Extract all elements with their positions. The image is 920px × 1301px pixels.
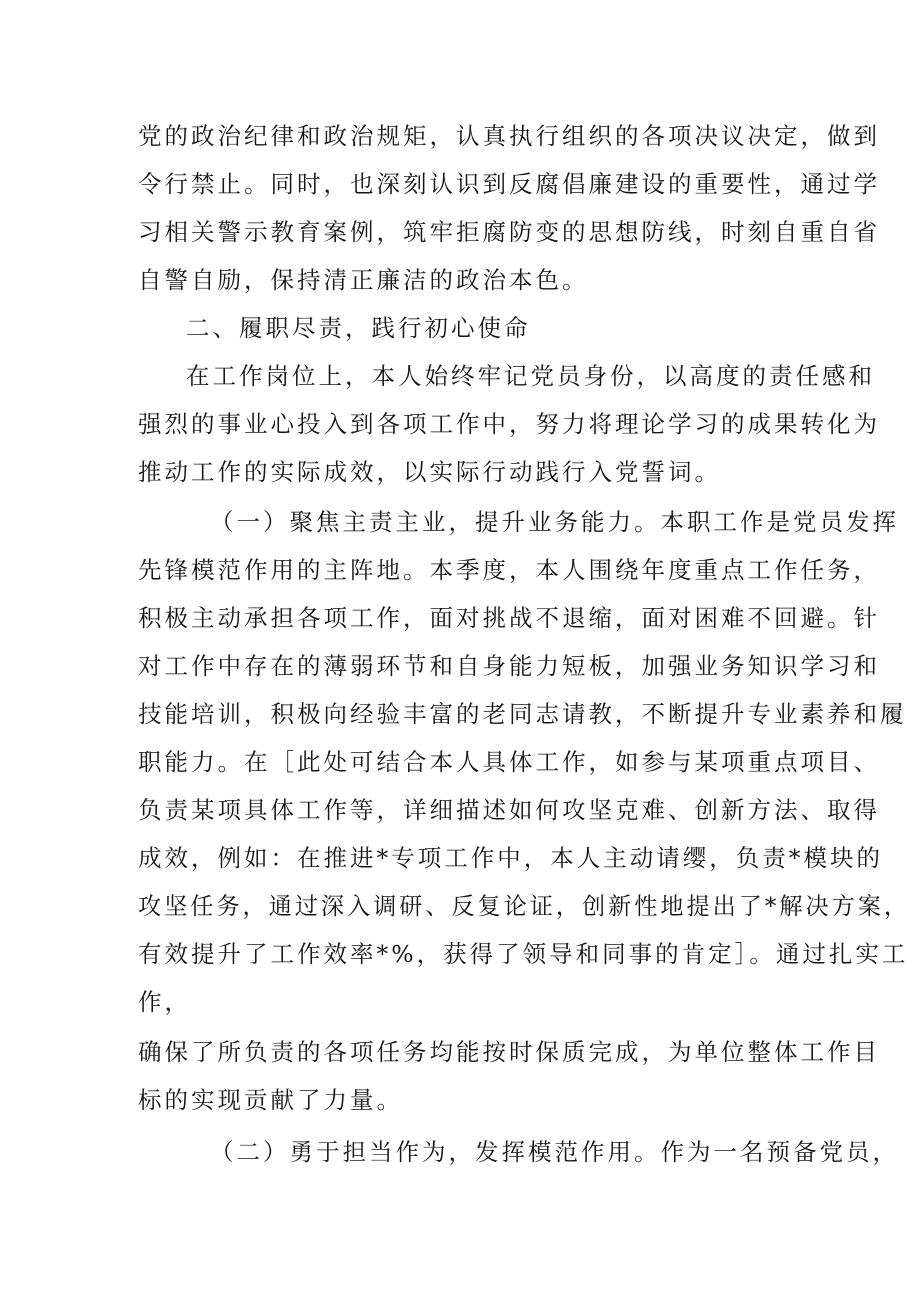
- text-line: 技能培训，积极向经验丰富的老同志请教，不断提升专业素养和履: [138, 700, 907, 728]
- section-heading: 二、履职尽责，践行初心使命: [186, 314, 531, 342]
- text-line: 先锋模范作用的主阵地。本季度，本人围绕年度重点工作任务，: [138, 556, 880, 584]
- text-line: 强烈的事业心投入到各项工作中，努力将理论学习的成果转化为: [138, 410, 880, 438]
- text-line: 积极主动承担各项工作，面对挑战不退缩，面对困难不回避。针: [138, 604, 880, 632]
- text-line: 成效，例如：在推进*专项工作中，本人主动请缨，负责*模块的: [138, 844, 883, 872]
- text-line: 在工作岗位上，本人始终牢记党员身份，以高度的责任感和: [186, 362, 875, 390]
- text-line: 作，: [138, 988, 191, 1016]
- text-line: 对工作中存在的薄弱环节和自身能力短板，加强业务知识学习和: [138, 652, 880, 680]
- text-line: 自警自励，保持清正廉洁的政治本色。: [138, 266, 589, 294]
- text-line: 令行禁止。同时，也深刻认识到反腐倡廉建设的重要性，通过学: [138, 170, 880, 198]
- text-line: 党的政治纪律和政治规矩，认真执行组织的各项决议决定，做到: [138, 122, 880, 150]
- text-line: 推动工作的实际成效，以实际行动践行入党誓词。: [138, 458, 721, 486]
- text-line: 攻坚任务，通过深入调研、反复论证，创新性地提出了*解决方案，: [138, 892, 910, 920]
- text-line: 职能力。在［此处可结合本人具体工作，如参与某项重点项目、: [138, 748, 880, 776]
- subsection-line: （一）聚焦主责主业，提升业务能力。本职工作是党员发挥: [210, 508, 899, 536]
- subsection-line: （二）勇于担当作为，发挥模范作用。作为一名预备党员，: [210, 1138, 899, 1166]
- text-line: 确保了所负责的各项任务均能按时保质完成，为单位整体工作目: [138, 1038, 880, 1066]
- text-line: 习相关警示教育案例，筑牢拒腐防变的思想防线，时刻自重自省: [138, 218, 880, 246]
- text-line: 标的实现贡献了力量。: [138, 1086, 403, 1114]
- text-line: 有效提升了工作效率*%，获得了领导和同事的肯定］。通过扎实工: [138, 940, 909, 968]
- text-line: 负责某项具体工作等，详细描述如何攻坚克难、创新方法、取得: [138, 796, 880, 824]
